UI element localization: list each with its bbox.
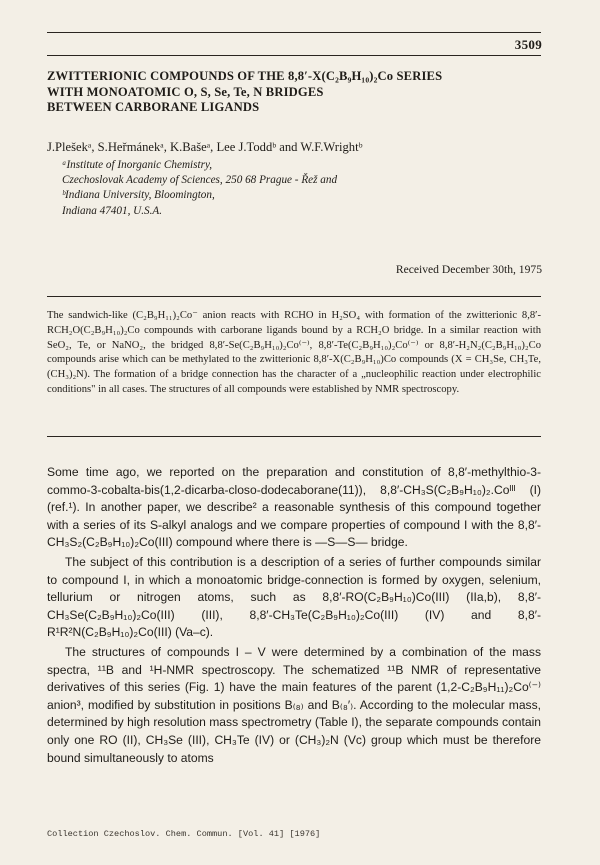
title-line-1: ZWITTERIONIC COMPOUNDS OF THE 8,8′-X(C₂B₉H₁₀)₂Co SERIES (47, 69, 443, 83)
body-paragraph-1: Some time ago, we reported on the preparation and constitution of 8,8′-methylthio-3-commo-3-cobalta-bis(1,2-dicarba-closo-dodecaborane(11)), 8,8′-CH₃S(C₂B₉H₁₀)₂.Coᴵᴵᴵ (I) (ref.¹). In another paper, we describe² a reasonable synthesis of this compound together with a series of its S-alkyl analogs and we compare properties of compound I with the 8,8′-CH₃S₂(C₂B₉H₁₀)₂Co(III) compound where there is —S—S— bridge. (47, 465, 541, 550)
title-line-2: WITH MONOATOMIC O, S, Se, Te, N BRIDGES (47, 84, 324, 99)
received-date: Received December 30th, 1975 (395, 263, 542, 276)
header-rule (47, 55, 541, 56)
article-body (47, 464, 541, 767)
affiliation-line-2: Czechoslovak Academy of Sciences, 250 68 Prague - Řež and (62, 174, 338, 187)
abstract-top-rule (47, 296, 541, 297)
article-title (47, 69, 547, 116)
journal-footer: Collection Czechoslov. Chem. Commun. [Vol. 41] [1976] (47, 829, 321, 839)
affiliation-line-4: Indiana 47401, U.S.A. (62, 204, 163, 217)
top-rule (47, 32, 541, 33)
affiliation-line-3: ᵇIndiana University, Bloomington, (62, 189, 215, 202)
body-paragraph-3: The structures of compounds I – V were determined by a combination of the mass spectra, ¹¹B and ¹H-NMR spectroscopy. The schematized ¹¹B NMR of representative derivatives of this series (Fig. 1) have the main features of the parent (1,2-C₂B₉H₁₁)₂Co⁽⁻⁾ anion³, modified by substitution in positions B₍₈₎ and B₍₈′₎. According to the molecular mass, determined by high resolution mass spectrometry (Table I), the separate compounds contain only one RO (II), CH₃Se (III), CH₃Te (IV) or (CH₃)₂N (Vc) group which must be therefore bound simultaneously to atoms (47, 644, 541, 765)
abstract-bottom-rule (47, 436, 541, 437)
body-paragraph-2: The subject of this contribution is a description of a series of further compounds similar to compound I, in which a monoatomic bridge-connection is formed by oxygen, selenium, tellurium or nitrogen atoms, such as 8,8′-RO(C₂B₉H₁₀)Co(III) (IIa,b), 8,8′-CH₃Se(C₂B₉H₁₀)₂Co(III) (III), 8,8′-CH₃Te(C₂B₉H₁₀)₂Co(III) (IV) and 8,8′-R¹R²N(C₂B₉H₁₀)₂Co(III) (Va–c). (47, 554, 541, 640)
abstract-text: The sandwich-like (C₂B₉H₁₁)₂Co⁻ anion reacts with RCHO in H₂SO₄ with formation of the zwitterionic 8,8′-RCH₂O(C₂B₉H₁₀)₂Co compounds with carborane ligands bound by a RCH₂O bridge. In a similar reaction with SeO₂, Te, or NaNO₂, the bridged 8,8′-Se(C₂B₉H₁₀)₂Co⁽⁻⁾, 8,8′-Te(C₂B₉H₁₀)₂Co⁽⁻⁾ or 8,8′-H₂N₂(C₂B₉H₁₀)₂Co compounds arise which can be methylated to the zwitterionic 8,8′-X(C₂B₉H₁₀)Co compounds (X = CH₃Se, CH₃Te, (CH₃)₂N). The formation of a bridge connection has the character of a „nucleophilic reaction under electrophilic conditions" in all cases. The structures of all compounds were established by NMR spectroscopy. (47, 310, 541, 395)
title-line-3: BETWEEN CARBORANE LIGANDS (47, 100, 260, 114)
author-list: J.Plešekᵃ, S.Heřmánekᵃ, K.Bašeᵃ, Lee J.Toddᵇ and W.F.Wrightᵇ (47, 140, 363, 154)
page-number: 3509 (514, 37, 542, 52)
affiliations (62, 158, 542, 219)
affiliation-line-1: ᵃInstitute of Inorganic Chemistry, (62, 159, 213, 171)
